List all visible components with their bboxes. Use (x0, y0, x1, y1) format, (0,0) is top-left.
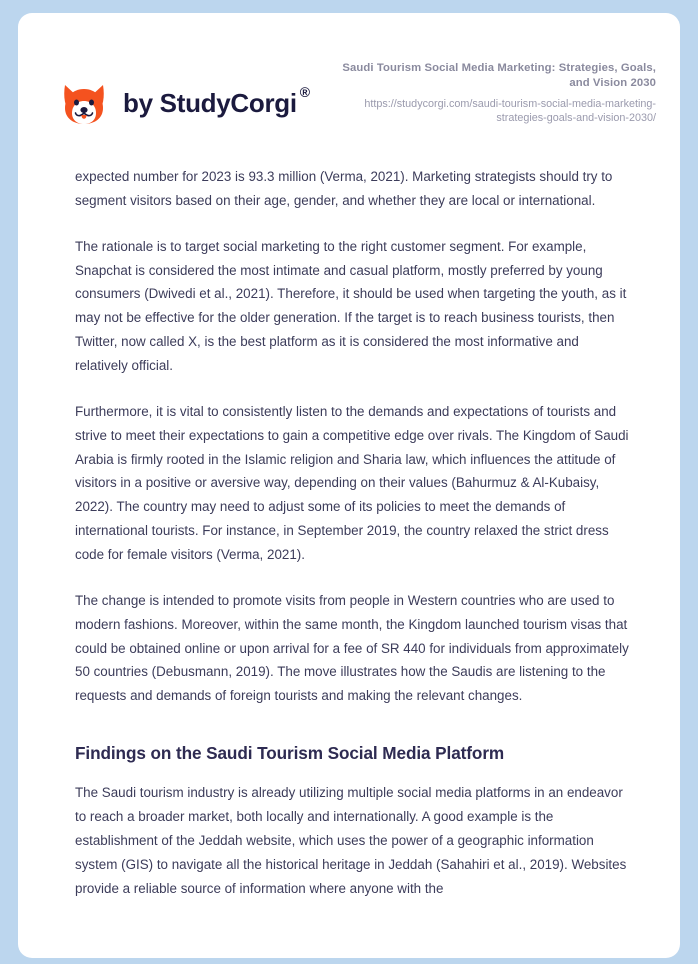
paragraph: expected number for 2023 is 93.3 million (Verma, 2021). Marketing strategists should try to segment visitors based on their age, gender, and whether they are local or international. (75, 169, 613, 208)
page-title: Saudi Tourism Social Media Marketing: Strategies, Goals, and Vision 2030 (342, 62, 656, 89)
section-heading: Findings on the Saudi Tourism Social Media Platform (75, 743, 505, 764)
brand-wordmark-text: by StudyCorgi (123, 88, 297, 118)
paragraph: The change is intended to promote visits from people in Western countries who are used to modern fashions. Moreover, within the same month, the Kingdom launched tourism visas that could be obtained online or upon arrival for a fee of SR 440 for individuals from approximately 50 countries (Debusmann, 2019). The move illustrates how the Saudis are listening to the requests and demands of foreign tourists and making the relevant changes. (75, 592, 629, 704)
corgi-face-logo-icon (58, 77, 110, 129)
studycorgi-branding (58, 61, 310, 129)
paragraph: The rationale is to target social marketing to the right customer segment. For example, Snapchat is considered the most intimate and casual platform, mostly preferred by young consumers (Dwivedi et al., 2021). Therefore, it should be used when targeting the youth, as it may not be effective for the older generation. If the target is to reach business tourists, then Twitter, now called X, is the best platform as it is considered the most informative and relatively official. (75, 238, 627, 374)
document-header (18, 13, 680, 129)
paragraph: The Saudi tourism industry is already utilizing multiple social media platforms in an endeavor to reach a broader market, both locally and internationally. A good example is the establishment of the Jeddah website, which uses the power of a geographic information system (GIS) to navigate all the historical heritage in Jeddah (Sahahiri et al., 2019). Websites provide a reliable source of information where anyone with the (75, 785, 627, 896)
document-page (18, 13, 680, 958)
paragraph: Furthermore, it is vital to consistently listen to the demands and expectations of tourists and strive to meet their expectations to gain a competitive edge over rivals. The Kingdom of Saudi Arabia is firmly rooted in the Islamic religion and Sharia law, which influences the attitude of visitors in a positive or aversive way, depending on their values (Bahurmuz & Al-Kubaisy, 2022). The country may need to adjust some of its policies to meet the demands of international tourists. For instance, in September 2019, the country relaxed the strict dress code for female visitors (Verma, 2021). (75, 403, 629, 563)
registered-trademark-icon: ® (299, 84, 310, 100)
document-content (18, 165, 680, 901)
brand-wordmark (123, 84, 310, 118)
document-meta (310, 61, 656, 126)
source-url[interactable]: https://studycorgi.com/saudi-tourism-social-media-marketing-strategies-goals-and-vision-2030/ (364, 97, 656, 125)
